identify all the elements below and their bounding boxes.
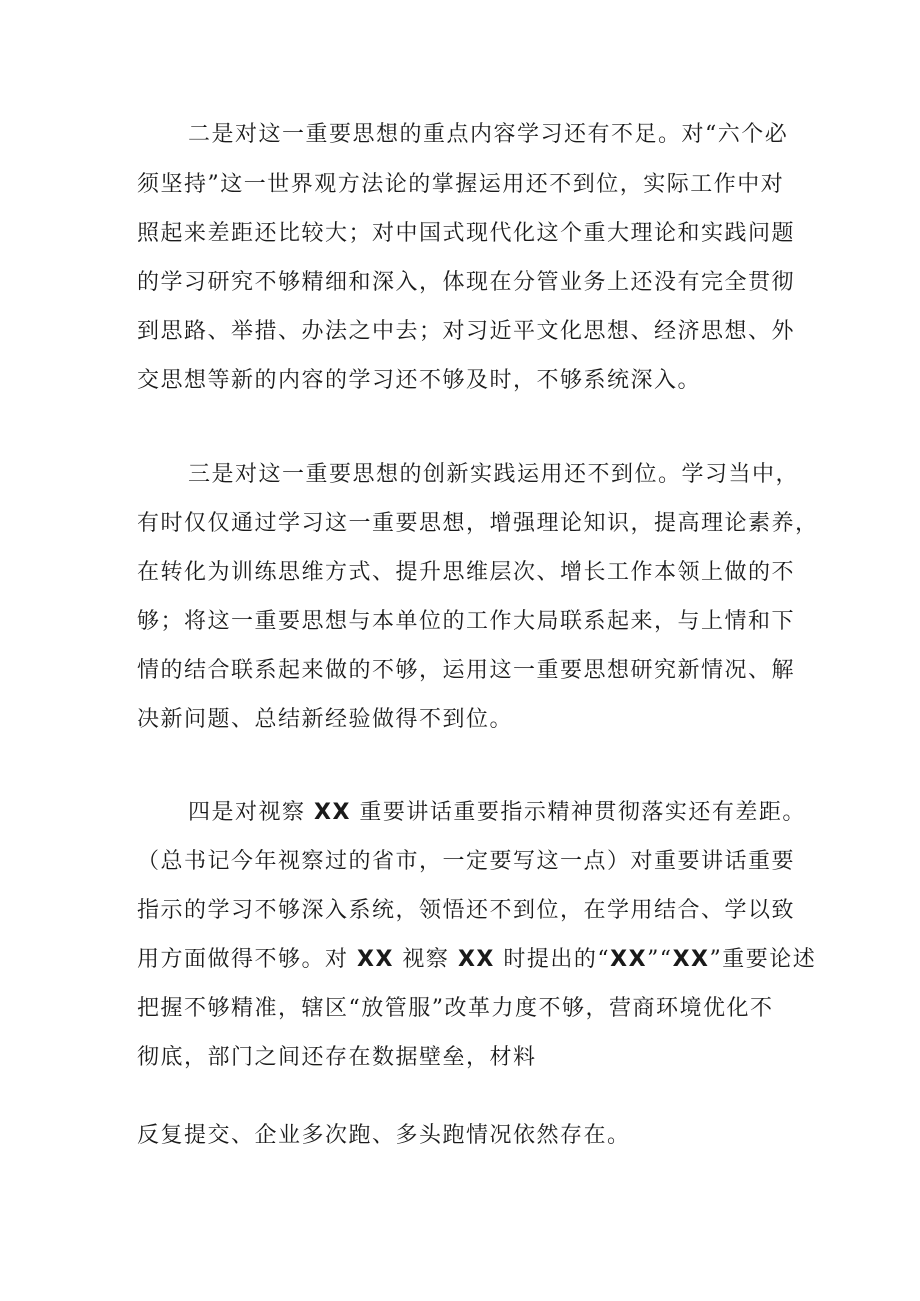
paragraph-line: 把握不够精准，辖区“放管服”改革力度不够，营商环境优化不	[137, 996, 774, 1021]
placeholder-xx: XX	[610, 947, 648, 972]
paragraph-line: 在转化为训练思维方式、提升思维层次、增长工作本领上做的不	[137, 560, 796, 585]
paragraph-line: 二是对这一重要思想的重点内容学习还有不足。对“六个必	[188, 122, 789, 147]
paragraph-line: 指示的学习不够深入系统，领悟还不到位，在学用结合、学以致	[137, 898, 796, 923]
paragraph-line: 情的结合联系起来做的不够，运用这一重要思想研究新情况、解	[137, 658, 796, 683]
paragraph-line: 交思想等新的内容的学习还不够及时，不够系统深入。	[137, 368, 702, 393]
paragraph-line: 有时仅仅通过学习这一重要思想，增强理论知识，提高理论素养，	[137, 511, 819, 536]
paragraph-line: 照起来差距还比较大；对中国式现代化这个重大理论和实践问题	[137, 221, 796, 246]
paragraph-line: 的学习研究不够精细和深入，体现在分管业务上还没有完全贯彻	[137, 270, 796, 295]
paragraph-line: 够；将这一重要思想与本单位的工作大局联系起来，与上情和下	[137, 609, 796, 634]
paragraph-line: 用方面做得不够。对 XX 视察 XX 时提出的“XX”“XX”重要论述	[137, 947, 817, 972]
paragraph-line: 彻底，部门之间还存在数据壁垒，材料	[137, 1045, 537, 1070]
paragraph-line: 决新问题、总结新经验做得不到位。	[137, 707, 514, 732]
paragraph-line: 反复提交、企业多次跑、多头跑情况依然存在。	[137, 1123, 631, 1148]
paragraph-line: 到思路、举措、办法之中去；对习近平文化思想、经济思想、外	[137, 319, 796, 344]
placeholder-xx: XX	[314, 800, 351, 825]
paragraph-line: 须坚持”这一世界观方法论的掌握运用还不到位，实际工作中对	[137, 172, 785, 197]
placeholder-xx: XX	[357, 947, 394, 972]
paragraph-line: 四是对视察 XX 重要讲话重要指示精神贯彻落实还有差距。	[188, 800, 806, 825]
placeholder-xx: XX	[672, 947, 710, 972]
paragraph-line: （总书记今年视察过的省市，一定要写这一点）对重要讲话重要	[137, 849, 796, 874]
paragraph-line: 三是对这一重要思想的创新实践运用还不到位。学习当中，	[188, 462, 800, 487]
placeholder-xx: XX	[457, 947, 495, 972]
